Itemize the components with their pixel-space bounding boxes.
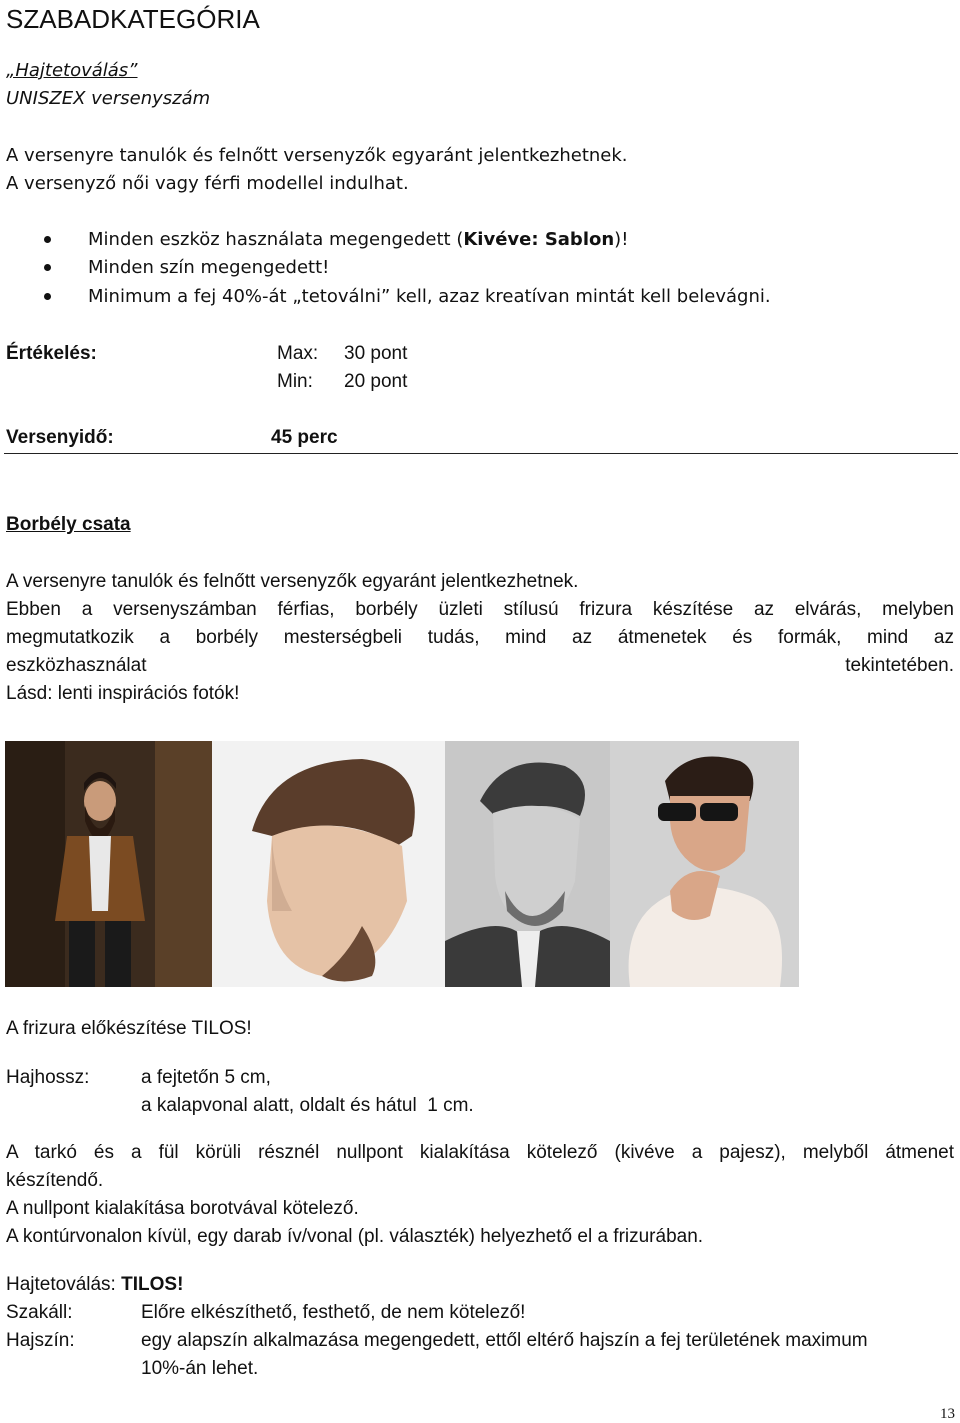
category-title: „Hajtetoválás” [6,60,138,81]
rating-label: Értékelés: [6,343,97,364]
min-value: 20 pont [344,371,408,392]
nape-rule-end: készítendő. [6,1170,104,1191]
hair-color-label: Hajszín: [6,1330,75,1351]
intro-line: A versenyző női vagy férfi modellel indulhat. [6,173,409,194]
max-label: Max: [277,343,319,364]
razor-rule: A nullpont kialakítása borotvával kötelező. [6,1198,359,1219]
min-label: Min: [277,371,313,392]
intro-line: A versenyre tanulók és felnőtt versenyzők egyaránt jelentkezhetnek. [6,145,628,166]
time-value: 45 perc [271,427,338,448]
hair-length-value: a fejtetőn 5 cm, [141,1067,271,1088]
max-value: 30 pont [344,343,408,364]
description-line: megmutatkozik a borbély mesterségbeli tudás, mind az átmenetek és formák, mind az [6,627,954,648]
rule-item-exception: Kivéve: Sablon [463,229,615,250]
beard-label: Szakáll: [6,1302,73,1323]
description-line-end: tekintetében. [845,655,954,676]
section-divider [4,453,958,454]
category-title: Borbély csata [6,514,131,535]
hair-color-value: egy alapszín alkalmazása megengedett, ettől eltérő hajszín a fej területének maximum [141,1330,868,1351]
inspiration-photo-side-part [445,741,610,987]
category-subtitle: UNISZEX versenyszám [6,88,211,109]
bullet-dot [44,293,51,300]
inspiration-photo-bearded-man [5,741,212,987]
hair-length-label: Hajhossz: [6,1067,90,1088]
bullet-dot [44,264,51,271]
page-number: 13 [940,1406,955,1422]
rule-item-text: Minden eszköz használata megengedett ( [88,229,464,250]
rule-item: Minden szín megengedett! [88,257,330,278]
hair-length-value: a kalapvonal alatt, oldalt és hátul 1 cm. [141,1095,474,1116]
description-line: Ebben a versenyszámban férfias, borbély üzleti stílusú frizura készítése az elvárás, melyben [6,599,954,620]
contour-rule: A kontúrvonalon kívül, egy darab ív/vonal (pl. választék) helyezhető el a frizurában. [6,1226,704,1247]
hair-tattoo-label: Hajtetoválás: [6,1274,122,1295]
prep-rule: A frizura előkészítése TILOS! [6,1018,252,1039]
inspiration-photo-sunglasses [610,741,799,987]
description-line: Lásd: lenti inspirációs fotók! [6,683,240,704]
bullet-dot [44,236,51,243]
hair-tattoo-value: TILOS! [121,1274,184,1295]
beard-value: Előre elkészíthető, festhető, de nem kötelező! [141,1302,526,1323]
rule-item: Minimum a fej 40%-át „tetoválni” kell, azaz kreatívan mintát kell belevágni. [88,286,771,307]
rule-item-text-end: )! [614,229,629,250]
time-label: Versenyidő: [6,427,114,448]
hair-color-value: 10%-án lehet. [141,1358,259,1379]
rule-item [88,226,628,254]
description-line: eszközhasználat [6,655,147,676]
nape-rule: A tarkó és a fül körüli résznél nullpont kialakítása kötelező (kivéve a pajesz), melyből átmenet [6,1142,954,1163]
inspiration-photo-slick-back [212,741,445,987]
section-title: SZABADKATEGÓRIA [6,4,260,34]
description-line: A versenyre tanulók és felnőtt versenyzők egyaránt jelentkezhetnek. [6,571,579,592]
hair-tattoo-rule [6,1271,183,1299]
